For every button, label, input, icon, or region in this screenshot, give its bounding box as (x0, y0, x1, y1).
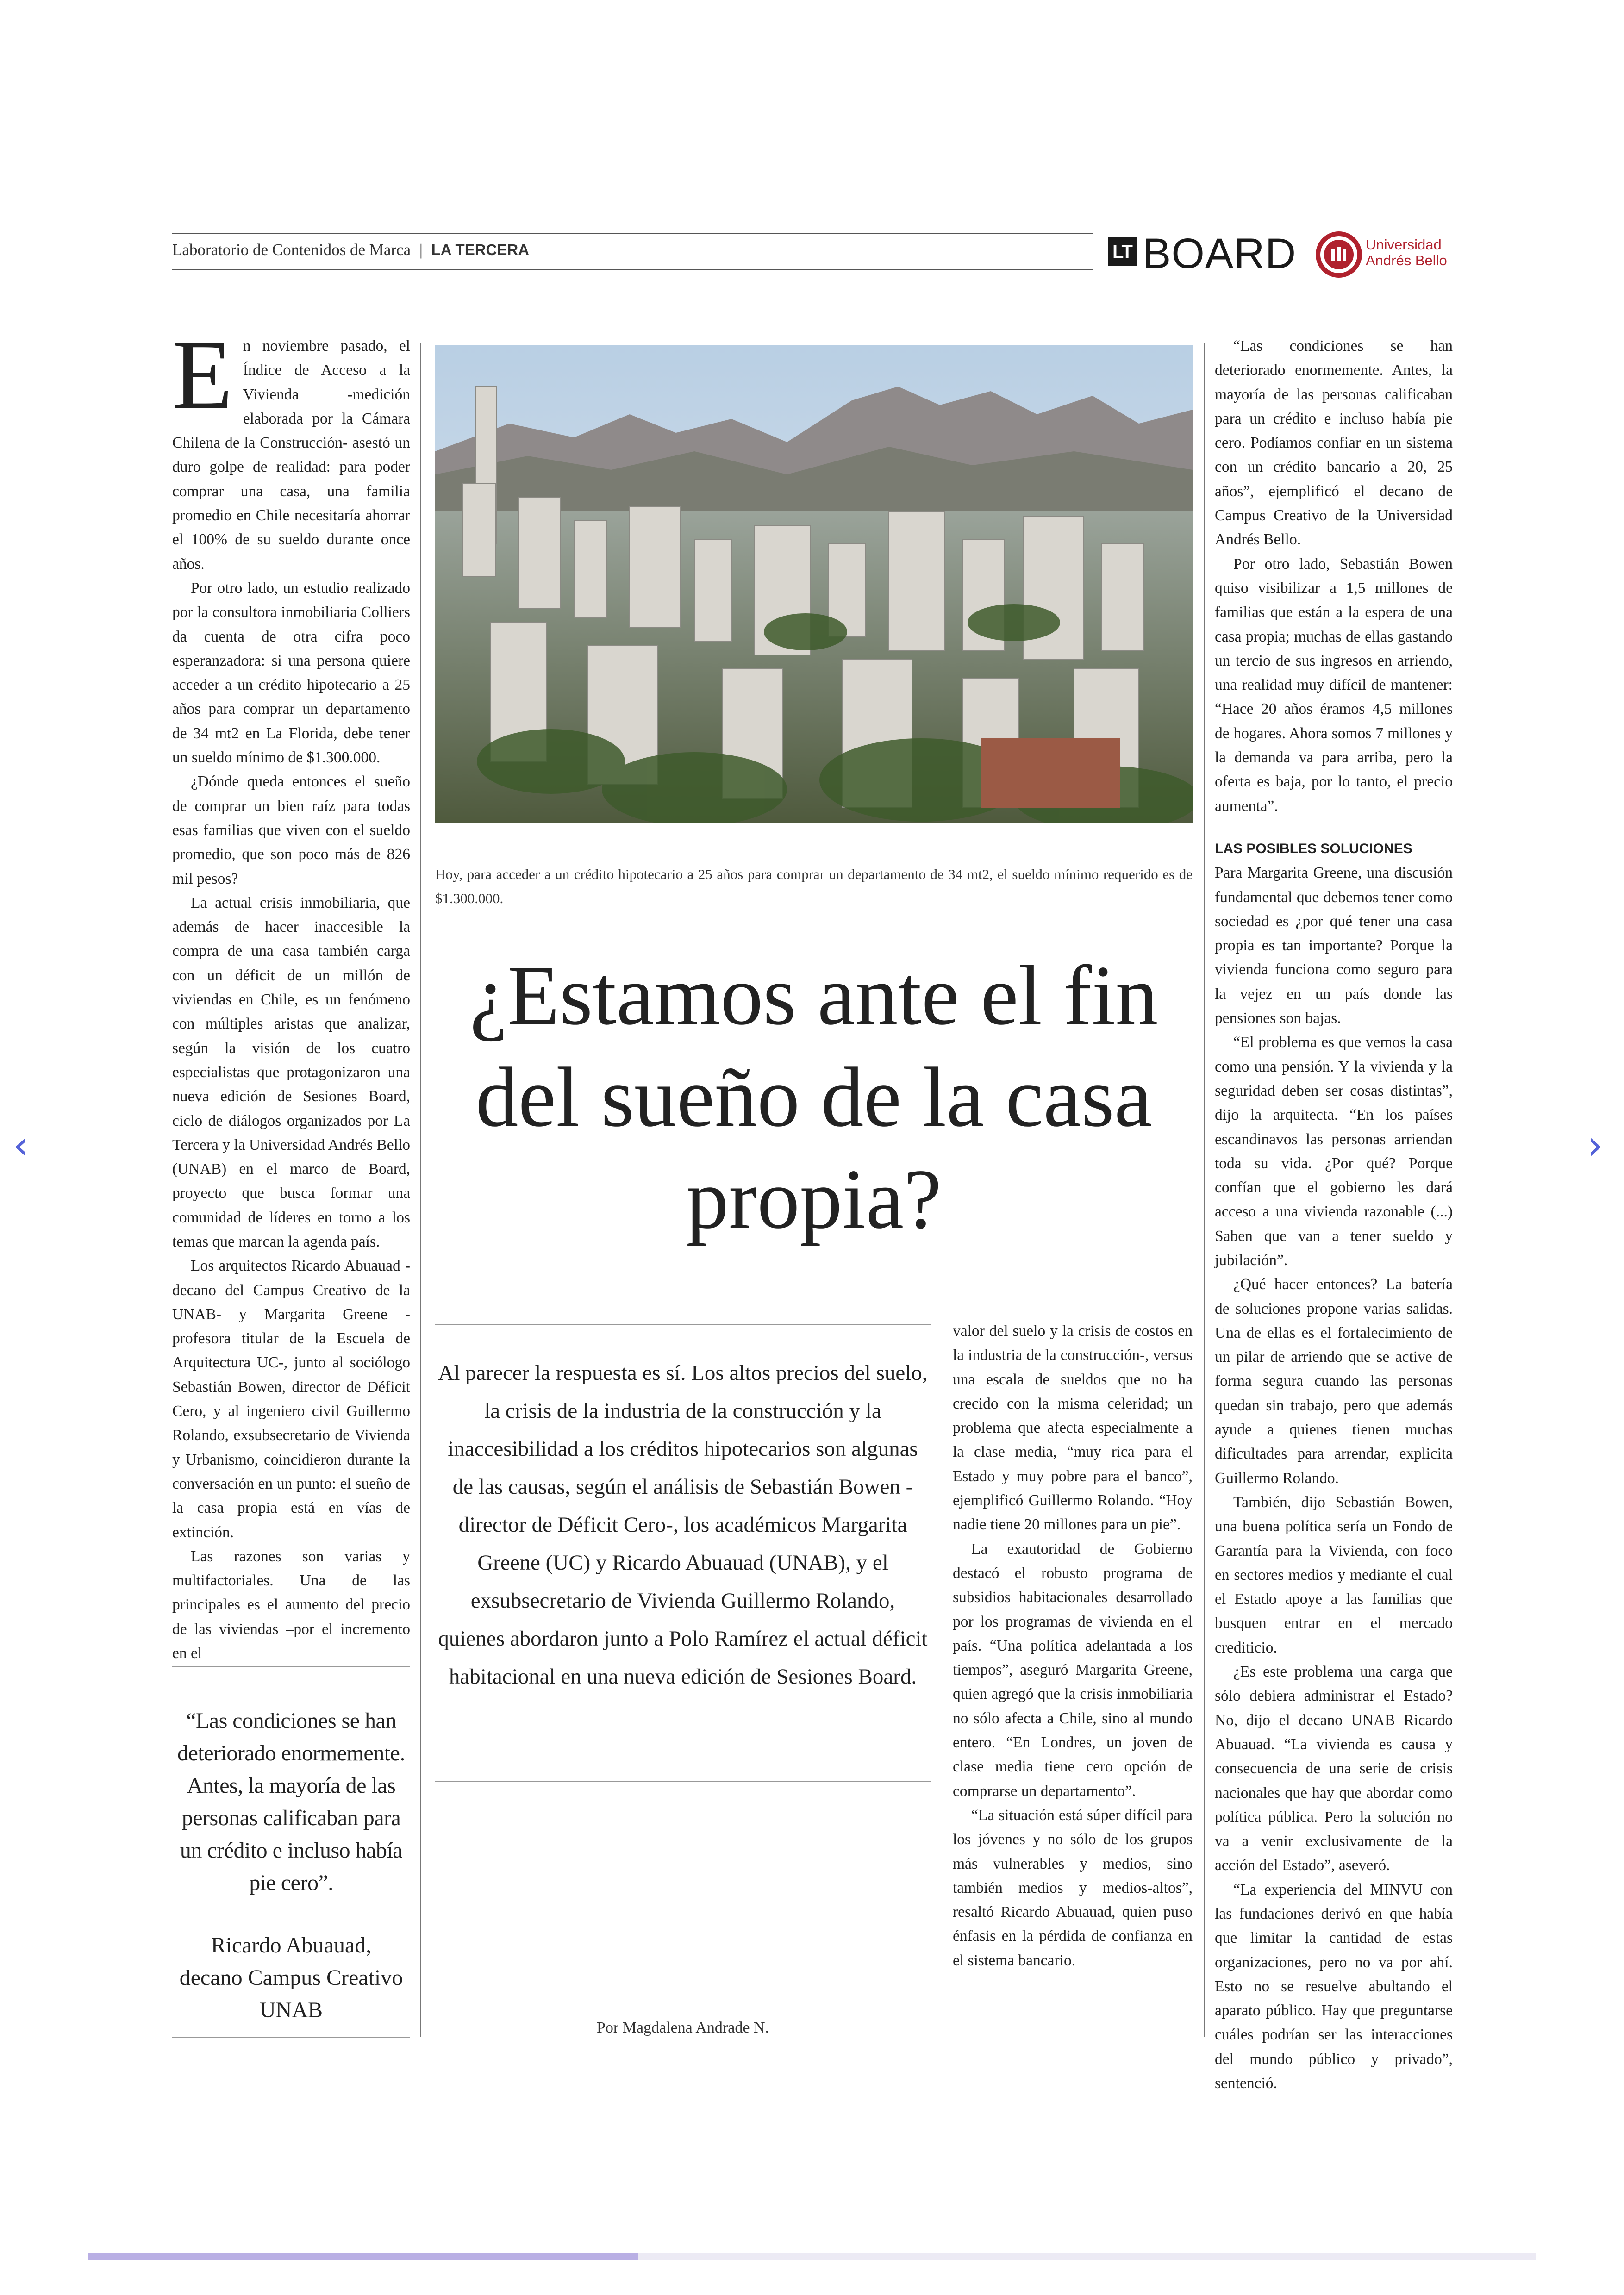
article-column-4 (1215, 334, 1453, 2095)
column-divider (1204, 343, 1205, 2037)
section-name: Laboratorio de Contenidos de Marca (172, 241, 411, 259)
drop-cap: E (172, 320, 233, 430)
pullquote-rule-top (172, 1666, 410, 1667)
col4-paragraph: Para Margarita Greene, una discusión fundamental que debemos tener como sociedad es ¿por qué tener una casa propia es tan importante? Porque la vivienda funciona como seguro para la vejez en un país donde las pensiones son bajas. (1215, 864, 1453, 1027)
col1-paragraph: La actual crisis inmobiliaria, que además de hacer inaccesible la compra de una casa también carga con un déficit de un millón de viviendas en Chile, es un fenómeno con múltiples aristas que analizar, según la visión de los cuatro especialistas que protagonizaron una nueva edición de Sesiones Board, ciclo de diálogos organizados por La Tercera y la Universidad Andrés Bello (UNAB) en el marco de Board, proyecto que busca formar una comunidad de líderes en torno a los temas que marcan la agenda país. (172, 894, 410, 1250)
publication-name: LA TERCERA (431, 241, 530, 258)
col1-paragraph: Las razones son varias y multifactoriales. Una de las principales es el aumento del precio de las viviendas –por el incremento en el (172, 1547, 410, 1662)
chevron-right-icon[interactable]: › (1587, 1121, 1604, 1169)
col3-paragraph: La exautoridad de Gobierno destacó el robusto programa de subsidios habitacionales desarrollado por los programas de vivienda en el país. “Una política adelantada a los tiempos”, aseguró Margarita Greene, quien agregó que la crisis inmobiliaria no sólo afecta a Chile, sino al mundo entero. “En Londres, un joven de clase media tiene cero opción de comprarse un departamento”. (953, 1540, 1193, 1800)
col4-paragraph: “La experiencia del MINVU con las fundaciones derivó en que había que limitar la cantidad de estas organizaciones, pero no va por ahí. Esto no se resuelve abultando el aparato público. Hay que preguntarse cuáles podrían ser las interacciones del mundo público y privado”, sentenció. (1215, 1881, 1453, 2092)
article-title: ¿Estamos ante el fin del sueño de la casa propia? (469, 948, 1158, 1246)
col3-paragraph: valor del suelo y la crisis de costos en la industria de la construcción-, versus una escala de sueldos que no ha crecido con la misma celeridad; un problema que afecta especialmente a la clase media, “muy rica para el Estado y muy pobre para el banco”, ejemplificó Guillermo Rolando. “Hoy nadie tiene 20 millones para un pie”. (953, 1322, 1193, 1534)
pullquote-rule-bottom (172, 2037, 410, 2038)
photo-caption: Hoy, para acceder a un crédito hipotecario a 25 años para comprar un departamento de 34 mt2, el sueldo mínimo requerido es de $1.300.000. (435, 866, 1193, 906)
page-progress-fill (88, 2253, 638, 2260)
lead-rule-bottom (435, 1781, 931, 1782)
header-rule-top (172, 233, 1093, 234)
header-rule-bottom (172, 269, 1093, 270)
article-column-3 (953, 1319, 1193, 1973)
article-lead: Al parecer la respuesta es sí. Los altos precios del suelo, la crisis de la industria de la construcción y la inaccesibilidad a los créditos hipotecarios son algunas de las causas, según el análisis de Sebastián Bowen -director de Déficit Cero-, los académicos Margarita Greene (UC) y Ricardo Abuauad (UNAB), y el exsubsecretario de Vivienda Guillermo Rolando, quienes abordaron junto a Polo Ramírez el actual déficit habitacional en una nueva edición de Sesiones Board. (438, 1361, 928, 1689)
unab-seal-icon (1314, 230, 1364, 280)
col4-paragraph: También, dijo Sebastián Bowen, una buena política sería un Fondo de Garantía para la Vivienda, con foco en sectores medios y mediante el cual el Estado apoye a las familias que busquen entrar en el mercado crediticio. (1215, 1493, 1453, 1656)
santiago-skyline-icon (435, 345, 1193, 823)
university-name: Universidad Andrés Bello (1366, 237, 1447, 268)
pull-quote-attribution: Ricardo Abuauad, decano Campus Creativo UNAB (179, 1933, 403, 2022)
header-section-label: Laboratorio de Contenidos de Marca | LA TERCERA (172, 241, 530, 259)
lt-logo: LT (1108, 237, 1137, 266)
chevron-left-icon[interactable]: ‹ (13, 1121, 30, 1169)
col4-paragraph: ¿Es este problema una carga que sólo debiera administrar el Estado? No, dijo el decano UNAB Ricardo Abuauad. “La vivienda es causa y consecuencia de una serie de crisis nacionales que hay que abordar como política pública. Pero la solución no va a venir exclusivamente de la acción del Estado”, aseveró. (1215, 1663, 1453, 1874)
board-logo: BOARD (1143, 230, 1297, 277)
next-page-button[interactable] (1587, 1121, 1604, 1169)
byline: Por Magdalena Andrade N. (596, 2019, 769, 2036)
city-photo (435, 345, 1193, 823)
lead-rule-top (435, 1324, 931, 1325)
article-column-1: En noviembre pasado, el Índice de Acceso a la Vivienda -medición elaborada por la Cámara Chilena de la Construcción- asestó un duro golpe de realidad: para poder comprar una casa, una familia promedio en Chile necesitaría ahorrar el 100% de su sueldo durante once años. Por otro lado, un estudio realizado por la consultora inmobiliaria Colliers da cuenta de otra cifra poco esperanzadora: si una persona quiere acceder a un crédito hipotecario a 25 años para comprar un departamento de 34 mt2 en La Florida, debe tener un sueldo mínimo de $1.300.000. ¿Dónde queda entonces el sueño de comprar un bien raíz para todas esas familias que viven con el sueldo promedio, que son poco más de 826 mil pesos? La actual crisis inmobiliaria, que además de hacer inaccesible la compra de una casa también carga con un déficit de un millón de viviendas en Chile, es un fenómeno con múltiples aristas que analizar, según la visión de los cuatro especialistas que protagonizaron una nueva edición de Sesiones Board, ciclo de diálogos organizados por La Tercera y la Universidad Andrés Bello (UNAB) en el marco de Board, proyecto que busca formar una comunidad de líderes en torno a los temas que marcan la agenda país. Los arquitectos Ricardo Abuauad -decano del Campus Creativo de la UNAB- y Margarita Greene -profesora titular de la Escuela de Arquitectura UC-, junto al sociólogo Sebastián Bowen, director de Déficit Cero, y al ingeniero civil Guillermo Rolando, exsubsecretario de Vivienda y Urbanismo, coincidieron durante la conversación en un punto: el sueño de la casa propia está en vías de extinción. Las razones son varias y multifactoriales. Una de las principales es el aumento del precio de las viviendas –por el incremento en el (172, 334, 410, 1665)
col1-paragraph: Los arquitectos Ricardo Abuauad -decano del Campus Creativo de la UNAB- y Margarita Greene -profesora titular de la Escuela de Arquitectura UC-, junto al sociólogo Sebastián Bowen, director de Déficit Cero, y al ingeniero civil Guillermo Rolando, exsubsecretario de Vivienda y Urbanismo, coincidieron durante la conversación en un punto: el sueño de la casa propia está en vías de extinción. (172, 1257, 410, 1541)
col4-paragraph: Por otro lado, Sebastián Bowen quiso visibilizar a 1,5 millones de familias que están a la espera de una casa propia; muchas de ellas gastando un tercio de sus ingresos en arriendo, una realidad muy difícil de mantener: “Hace 20 años éramos 4,5 millones de hogares. Ahora somos 7 millones y la demanda va para arriba, pero la oferta es baja, por lo tanto, el precio aumenta”. (1215, 555, 1453, 815)
section-subhead: LAS POSIBLES SOLUCIONES (1215, 841, 1412, 856)
col4-paragraph: “El problema es que vemos la casa como una pensión. Y la vivienda y la seguridad deben ser cosas distintas”, dijo la arquitecta. “En los países escandinavos las personas arriendan toda su vida. ¿Por qué? Porque confían que el gobierno les dará acceso a una vivienda razonable (...) Saben que van a tener sueldo y jubilación”. (1215, 1034, 1453, 1269)
pull-quote: “Las condiciones se han deteriorado enormemente. Antes, la mayoría de las personas calificaban para un crédito e incluso había pie cero”. (177, 1709, 405, 1895)
col4-paragraph: ¿Qué hacer entonces? La batería de soluciones propone varias salidas. Una de ellas es el fortalecimiento de un pilar de arriendo que se active de forma segura cuando las personas quedan sin trabajo, pero que además ayude a quienes tienen muchas dificultades para arrendar, explicita Guillermo Rolando. (1215, 1276, 1453, 1487)
col3-paragraph: “La situación está súper difícil para los jóvenes y no sólo de los grupos más vulnerables y medios, sino también medios y medios-altos”, resaltó Ricardo Abuauad, quien puso énfasis en la pérdida de confianza en el sistema bancario. (953, 1806, 1193, 1969)
col1-paragraph: Por otro lado, un estudio realizado por la consultora inmobiliaria Colliers da cuenta de otra cifra poco esperanzadora: si una persona quiere acceder a un crédito hipotecario a 25 años para comprar un departamento de 34 mt2 en La Florida, debe tener un sueldo mínimo de $1.300.000. (172, 579, 410, 767)
col4-paragraph: “Las condiciones se han deteriorado enormemente. Antes, la mayoría de las personas calificaban para un crédito e incluso había pie cero. Podíamos confiar en un sistema con un crédito bancario a 20, 25 años”, ejemplificó el decano de Campus Creativo de la Universidad Andrés Bello. (1215, 337, 1453, 549)
previous-page-button[interactable] (13, 1121, 30, 1169)
col1-paragraph: ¿Dónde queda entonces el sueño de comprar un bien raíz para todas esas familias que viven con el sueldo promedio, que son poco más de 826 mil pesos? (172, 773, 410, 887)
column-divider (420, 343, 421, 2037)
